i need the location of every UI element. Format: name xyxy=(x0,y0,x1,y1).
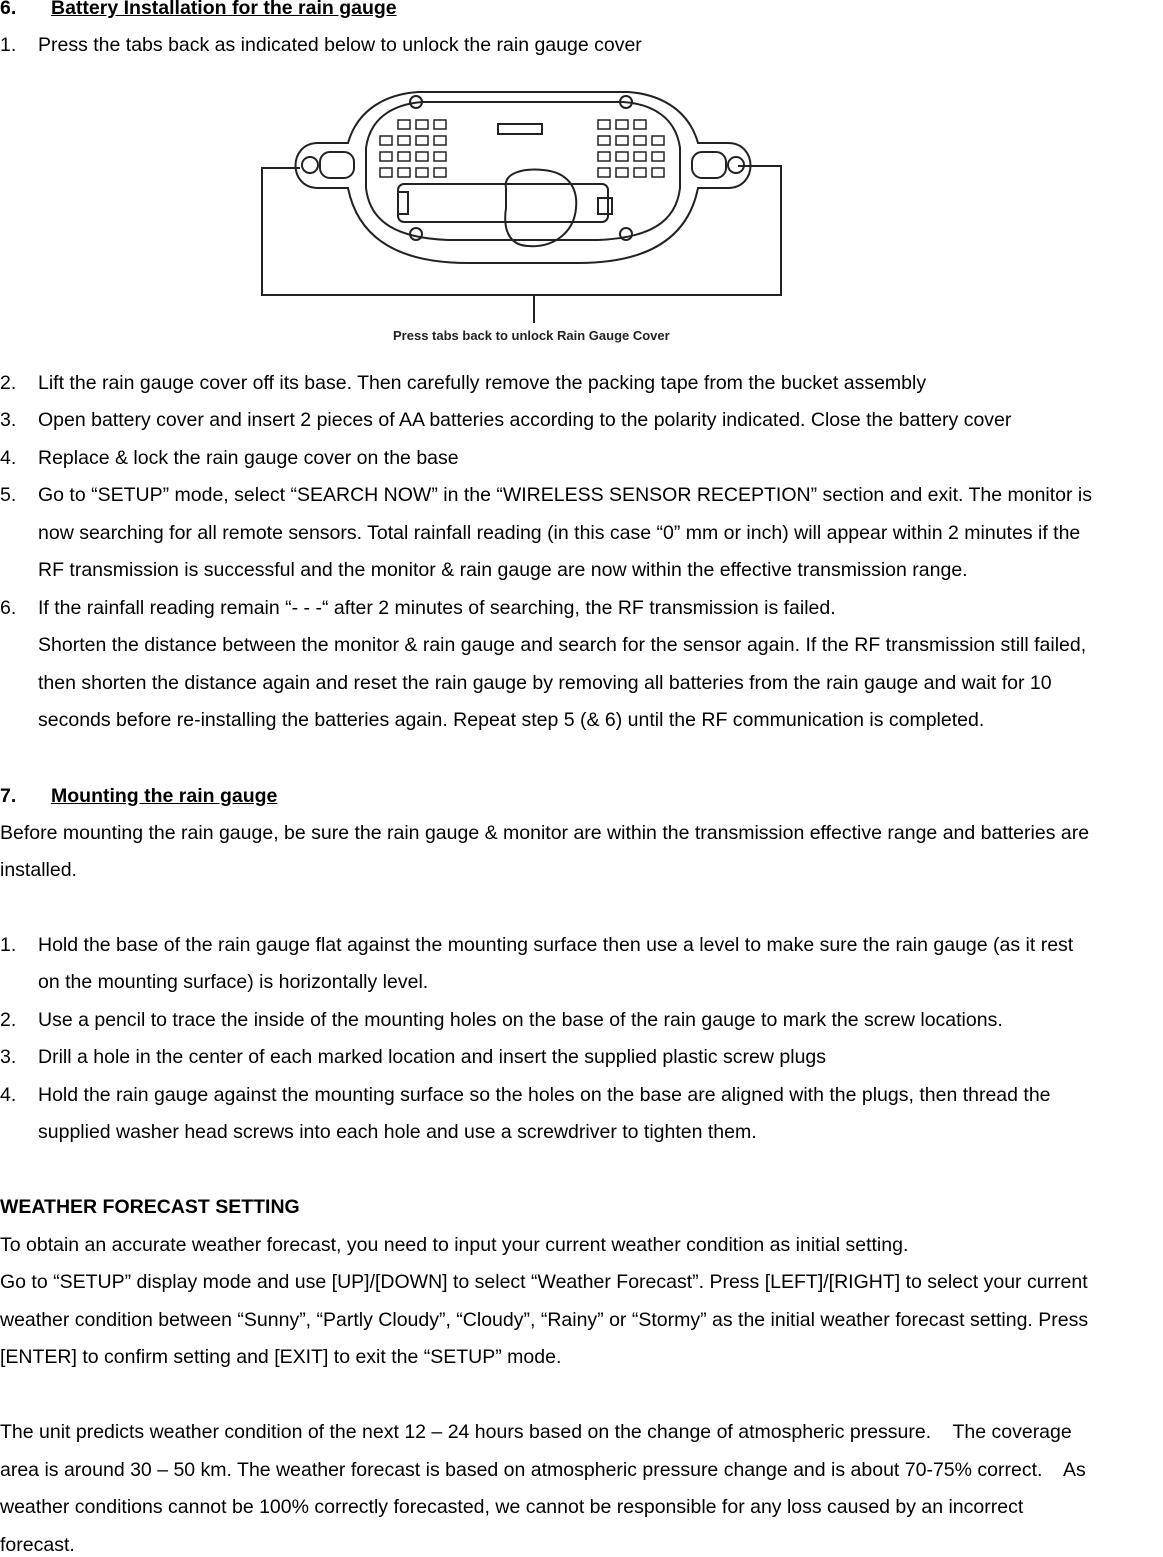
section-7-number: 7. xyxy=(0,785,17,807)
paragraph-line: weather conditions cannot be 100% correctly forecasted, we cannot be responsible for any loss caused by an incorrect xyxy=(0,1496,1024,1518)
list-text: supplied washer head screws into each hole and use a screwdriver to tighten them. xyxy=(38,1121,757,1143)
screw-hole xyxy=(410,228,422,240)
right-vent-grid xyxy=(598,120,664,177)
list-number: 1. xyxy=(0,34,17,56)
list-number: 2. xyxy=(0,372,17,394)
paragraph-line: area is around 30 – 50 km. The weather forecast is based on atmospheric pressure change and is about 70-75% correct. As xyxy=(0,1459,1086,1481)
forecast-heading: WEATHER FORECAST SETTING xyxy=(0,1196,300,1218)
paragraph-line: forecast. xyxy=(0,1534,75,1556)
left-tab xyxy=(320,152,354,178)
paragraph-line: [ENTER] to confirm setting and [EXIT] to exit the “SETUP” mode. xyxy=(0,1346,562,1368)
list-text: Shorten the distance between the monitor & rain gauge and search for the sensor again. If the RF transmission still failed, xyxy=(38,634,1087,656)
right-tab xyxy=(692,152,726,178)
section-6-number: 6. xyxy=(0,0,17,19)
list-text: Open battery cover and insert 2 pieces of AA batteries according to the polarity indicated. Close the battery cover xyxy=(38,409,1012,431)
list-number: 4. xyxy=(0,1084,17,1106)
rain-gauge-diagram xyxy=(258,88,788,350)
figure-caption: Press tabs back to unlock Rain Gauge Cover xyxy=(393,328,670,343)
list-text: Go to “SETUP” mode, select “SEARCH NOW” in the “WIRELESS SENSOR RECEPTION” section and exit. The monitor is xyxy=(38,484,1093,506)
list-text: Press the tabs back as indicated below to unlock the rain gauge cover xyxy=(38,34,642,56)
list-number: 2. xyxy=(0,1009,17,1031)
level-indicator xyxy=(498,124,542,134)
list-text: If the rainfall reading remain “- - -“ after 2 minutes of searching, the RF transmission is failed. xyxy=(38,597,836,619)
list-text: seconds before re-installing the batteries again. Repeat step 5 (& 6) until the RF communication is completed. xyxy=(38,709,985,731)
callout-box xyxy=(262,166,781,295)
bucket-outline xyxy=(505,170,576,247)
list-number: 1. xyxy=(0,934,17,956)
list-text: now searching for all remote sensors. Total rainfall reading (in this case “0” mm or inch) will appear within 2 minutes if the xyxy=(38,522,1081,544)
list-text: on the mounting surface) is horizontally level. xyxy=(38,971,429,993)
list-text: RF transmission is successful and the monitor & rain gauge are now within the effective transmission range. xyxy=(38,559,968,581)
list-text: Hold the rain gauge against the mounting surface so the holes on the base are aligned with the plugs, then thread the xyxy=(38,1084,1051,1106)
list-text: Hold the base of the rain gauge flat against the mounting surface then use a level to make sure the rain gauge (as it rest xyxy=(38,934,1074,956)
paragraph-line: installed. xyxy=(0,859,77,881)
list-number: 3. xyxy=(0,1046,17,1068)
list-number: 4. xyxy=(0,447,17,469)
list-text: Use a pencil to trace the inside of the mounting holes on the base of the rain gauge to mark the screw locations. xyxy=(38,1009,1003,1031)
screw-hole xyxy=(620,228,632,240)
paragraph-line: weather condition between “Sunny”, “Partly Cloudy”, “Cloudy”, “Rainy” or “Stormy” as the initial weather forecast setting. Press xyxy=(0,1309,1089,1331)
gauge-outer-body xyxy=(296,92,751,263)
left-vent-grid xyxy=(380,120,446,177)
list-number: 6. xyxy=(0,597,17,619)
list-text: Lift the rain gauge cover off its base. Then carefully remove the packing tape from the bucket assembly xyxy=(38,372,927,394)
list-number: 5. xyxy=(0,484,17,506)
paragraph-line: Before mounting the rain gauge, be sure the rain gauge & monitor are within the transmission effective range and batteries are xyxy=(0,822,1090,844)
list-text: Drill a hole in the center of each marked location and insert the supplied plastic screw plugs xyxy=(38,1046,827,1068)
section-7-title: Mounting the rain gauge xyxy=(51,785,278,807)
section-6-title: Battery Installation for the rain gauge xyxy=(51,0,397,19)
list-text: Replace & lock the rain gauge cover on the base xyxy=(38,447,459,469)
paragraph-line: The unit predicts weather condition of the next 12 – 24 hours based on the change of atmospheric pressure. The coverage xyxy=(0,1421,1072,1443)
paragraph-line: To obtain an accurate weather forecast, you need to input your current weather condition as initial setting. xyxy=(0,1234,909,1256)
list-number: 3. xyxy=(0,409,17,431)
list-text: then shorten the distance again and reset the rain gauge by removing all batteries from the rain gauge and wait for 10 xyxy=(38,672,1052,694)
paragraph-line: Go to “SETUP” display mode and use [UP]/[DOWN] to select “Weather Forecast”. Press [LEFT]/[RIGHT] to select your current xyxy=(0,1271,1088,1293)
